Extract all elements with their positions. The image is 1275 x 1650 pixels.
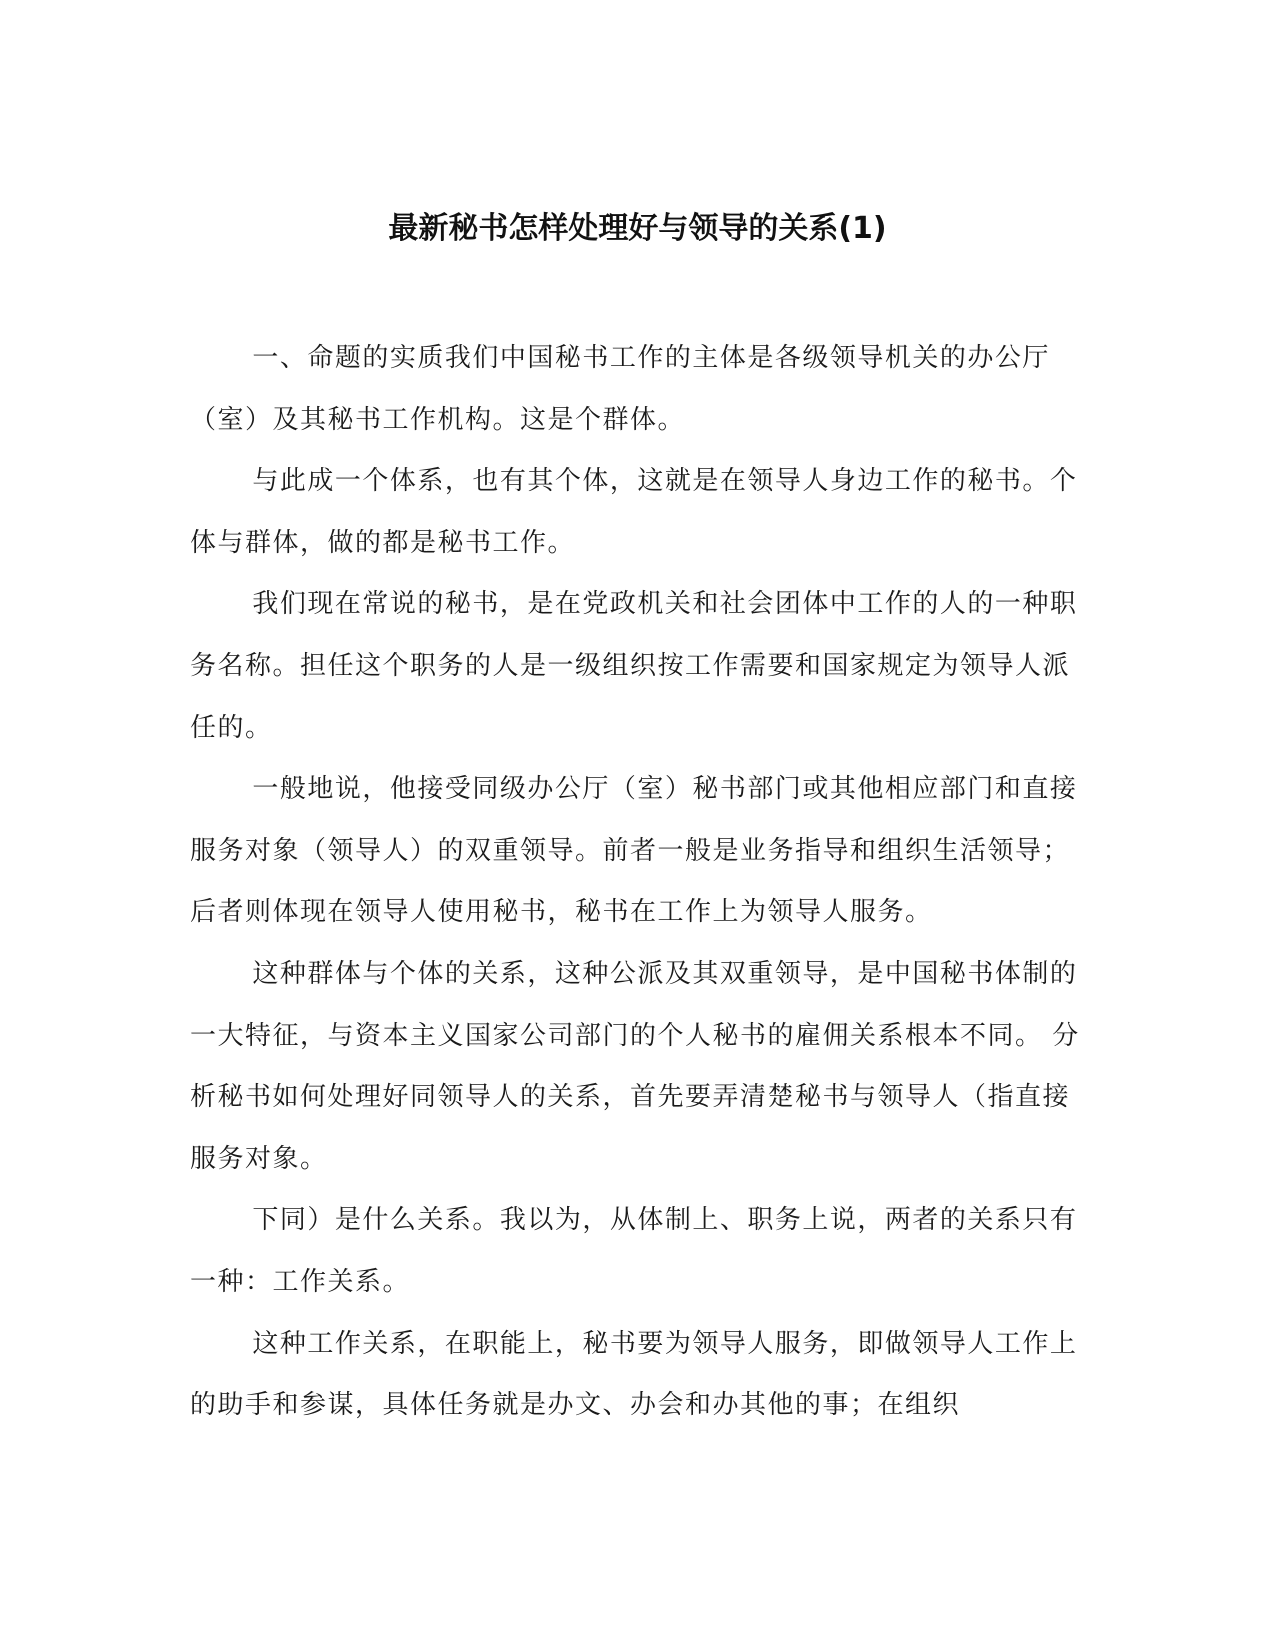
paragraph-3: 我们现在常说的秘书，是在党政机关和社会团体中工作的人的一种职务名称。担任这个职务的人是一级组织按工作需要和国家规定为领导人派任的。: [190, 589, 1078, 743]
paragraph-5: 这种群体与个体的关系，这种公派及其双重领导，是中国秘书体制的一大特征，与资本主义国家公司部门的个人秘书的雇佣关系根本不同。 分析秘书如何处理好同领导人的关系，首先要弄清楚秘书与领导人（指直接服务对象。: [190, 958, 1080, 1174]
paragraph-7: 这种工作关系，在职能上，秘书要为领导人服务，即做领导人工作上的助手和参谋，具体任务就是办文、办会和办其他的事；在组织: [190, 1328, 1078, 1421]
document-title: 最新秘书怎样处理好与领导的关系(1): [388, 211, 887, 246]
document-body: [190, 328, 1082, 1437]
paragraph-1: 一、命题的实质我们中国秘书工作的主体是各级领导机关的办公厅（室）及其秘书工作机构。这是个群体。: [190, 343, 1050, 435]
paragraph-6: 下同）是什么关系。我以为，从体制上、职务上说，两者的关系只有一种：工作关系。: [190, 1205, 1078, 1297]
paragraph-4: 一般地说，他接受同级办公厅（室）秘书部门或其他相应部门和直接服务对象（领导人）的双重领导。前者一般是业务指导和组织生活领导；后者则体现在领导人使用秘书，秘书在工作上为领导人服务。: [190, 774, 1078, 928]
paragraph-2: 与此成一个体系，也有其个体，这就是在领导人身边工作的秘书。个体与群体，做的都是秘书工作。: [190, 466, 1078, 558]
